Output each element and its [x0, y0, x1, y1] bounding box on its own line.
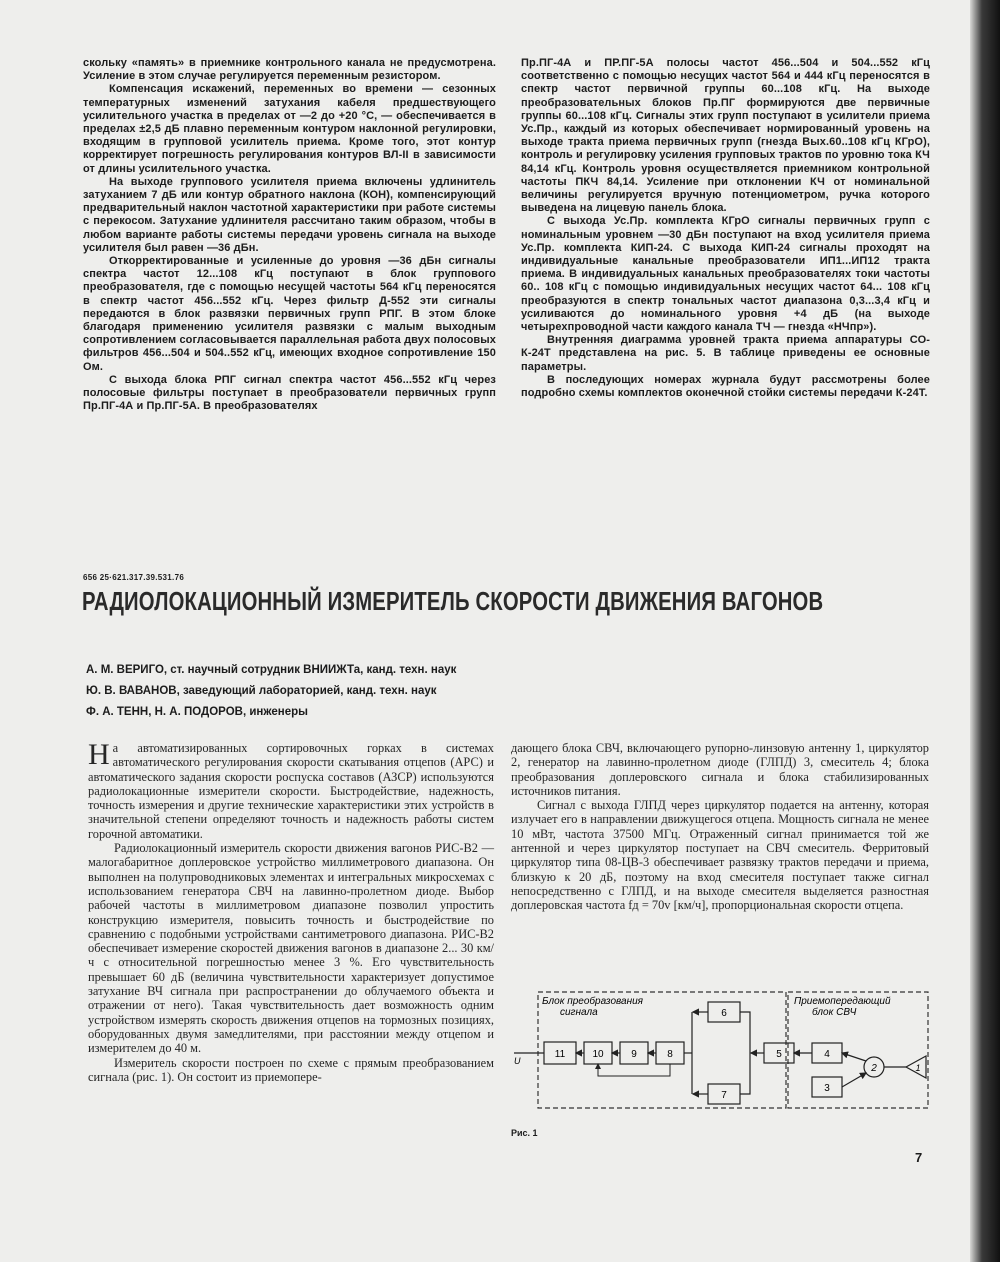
paragraph-text: а автоматизированных сортировочных горках в системах автоматического регулирования скорости скатывания отцепов (АРС) и автоматического задания скорости роспуска составов (АЗСР) используются радиолокационные измерители скорости. Быстродействие, надежность, точность измерения и другие технические характеристики этих устройств в значительной степени определяют точность и надежность работы систем горочной автоматики.	[88, 741, 494, 841]
authors-block	[86, 660, 456, 723]
udc-code: 656 25·621.317.39.531.76	[83, 573, 185, 582]
paragraph: дающего блока СВЧ, включающего рупорно-линзовую антенну 1, циркулятор 2, генератор на лавинно-пролетном диоде (ГЛПД) 3, смеситель 4; блока преобразования доплеровского сигнала и блока стабилизированных источников питания.	[511, 741, 929, 798]
paragraph: С выхода Ус.Пр. комплекта КГрО сигналы первичных групп с номинальным уровнем —30 дБн поступают на вход усилителя приема Ус.Пр. комплекта КИП-24. С выхода КИП-24 сигналы проходят на индивидуальные канальные преобразователи ИП1...ИП12 тракта приема. В индивидуальных канальных преобразователях токи частоты 60.. 108 кГц с помощью индивидуальных несущих частот 64... 108 кГц преобразуются в спектр тональных частот диапазона 0,3...3,4 кГц и усиливаются до номинального уровня +4 дБ (на выходе четырехпроводной части каждого канала ТЧ — гнезда «НЧпр»).	[521, 215, 930, 334]
microwave-block-boundary	[788, 992, 928, 1108]
block-11-label: 11	[554, 1049, 566, 1060]
author-line: А. М. ВЕРИГО, ст. научный сотрудник ВНИИЖТа, канд. техн. наук	[86, 664, 457, 676]
paragraph: На выходе группового усилителя приема включены удлинитель затуханием 7 дБ или контур обратного наклона (КОН), компенсирующий предварительный наклон частотной характеристики при работе системы с перекосом. Затухание удлинителя рассчитано таким образом, чтобы в любом варианте работы системы передачи уровень сигнала на выходе усилителя был равен —36 дБн.	[83, 175, 496, 254]
block-10-label: 10	[592, 1049, 604, 1060]
paragraph: Измеритель скорости построен по схеме с прямым преобразованием сигнала (рис. 1). Он состоит из приемопере-	[88, 1055, 494, 1084]
block-diagram-svg	[512, 990, 932, 1120]
block-5-label: 5	[776, 1049, 782, 1060]
microwave-block-label-2: блок СВЧ	[812, 1007, 857, 1018]
figure-caption: Рис. 1	[511, 1128, 538, 1138]
paragraph: С выхода блока РПГ сигнал спектра частот 456...552 кГц через полосовые фильтры поступает в преобразователи первичных групп Пр.ПГ-4А и Пр.ПГ-5А. В преобразователях	[83, 373, 496, 413]
output-label: U	[514, 1056, 521, 1066]
block-1-label: 1	[915, 1063, 921, 1073]
paragraph: Пр.ПГ-4А и ПР.ПГ-5А полосы частот 456...504 и 504...552 кГц соответственно с помощью несущих частот 564 и 444 кГц переносятся в спектр частот первичной группы 60...108 кГц. На выходе преобразовательных блоков Пр.ПГ формируются две первичные группы 60...108 кГц. Сигналы этих групп поступают в усилители приема Ус.Пр., каждый из которых обеспечивает нормированный уровень на выходе тракта приема первичных групп (гнезда Вых.60..108 кГц КГрО), контроль и регулировку усиления групповых трактов по уровню тока КЧ 84,14 кГц. Контроль уровня осуществляется приемником контрольной частоты ПКЧ 84,14. Усиление при отклонении КЧ от номинальной величины регулируется вручную потенциометром, ручка которого выведена на лицевую панель блока.	[521, 57, 930, 215]
prev-article-right-column	[521, 57, 930, 400]
article-title: РАДИОЛОКАЦИОННЫЙ ИЗМЕРИТЕЛЬ СКОРОСТИ ДВИЖЕНИЯ ВАГОНОВ	[82, 586, 824, 616]
signal-block-label-1: Блок преобразования	[542, 996, 643, 1007]
paragraph: Радиолокационный измеритель скорости движения вагонов РИС-В2 — малогабаритное доплеровское устройство миллиметрового диапазона. Он выполнен на полупроводниковых элементах и интегральных микросхемах с использованием генератора СВЧ на лавинно-пролетном диоде. Выбор рабочей частоты в миллиметровом диапазоне позволил упростить конструкцию измерителя, повысить точность и быстродействие по сравнению с подобными устройствами сантиметрового диапазона. РИС-В2 обеспечивает измерение скоростей движения вагонов в диапазоне 2... 30 км/ч с относительной погрешностью менее 3 %. Его чувствительность превышает 60 дБ (величина чувствительности характеризует допустимое затухание ВЧ сигнала при распространении до облучаемого объекта и отражении от него). Такая чувствительность дает возможность одним устройством измерять скорость движения отцепов на тормозных позициях, оборудованных двумя замедлителями, при расстоянии между отцепом и измерителем до 40 м.	[88, 841, 494, 1056]
prev-article-left-column	[83, 57, 496, 413]
microwave-block-label-1: Приемопередающий	[794, 996, 891, 1007]
author-line: Ю. В. ВАВАНОВ, заведующий лабораторией, канд. техн. наук	[86, 685, 437, 697]
signal-block-label-2: сигнала	[560, 1007, 598, 1018]
block-8-label: 8	[667, 1049, 673, 1060]
paragraph: Внутренняя диаграмма уровней тракта приема аппаратуры СО-К-24Т представлена на рис. 5. В таблице приведены ее основные параметры.	[521, 334, 930, 373]
page-binding-shadow	[970, 0, 1000, 1262]
block-3-label: 3	[824, 1083, 830, 1094]
paragraph: Компенсация искажений, переменных во времени — сезонных температурных изменений затухания кабеля предшествующего усилительного участка в пределах от —2 до +20 °С, — обеспечивается в пределах ±2,5 дБ плавно переменным контуром наклонной регулировки, входящим в групповой усилитель приема. Кроме того, этот контур корректирует погрешность регулирования контуров ВЛ-II в зависимости от длины усилительного участка.	[83, 83, 496, 175]
paragraph: Сигнал с выхода ГЛПД через циркулятор подается на антенну, которая излучает его в направлении движущегося отцепа. Мощность сигнала не менее 10 мВт, частота 37500 МГц. Отраженный сигнал принимается той же антенной и через циркулятор поступает на СВЧ смеситель. Ферритовый циркулятор типа 08-ЦВ-3 обеспечивает развязку трактов передачи и приема, близкую к 20 дБ, поэтому на вход смесителя поступает также сигнал непосредственно с ГЛПД, и на выходе смесителя выделяется разностная доплеровская частота fд = 70v [км/ч], пропорциональная скорости отцепа.	[511, 798, 929, 913]
paragraph: В последующих номерах журнала будут рассмотрены более подробно схемы комплектов оконечной стойки системы передачи К-24Т.	[521, 373, 930, 400]
page-number: 7	[915, 1150, 923, 1165]
paragraph	[88, 738, 494, 841]
author-line: Ф. А. ТЕНН, Н. А. ПОДОРОВ, инженеры	[86, 706, 308, 718]
article-right-column	[511, 741, 929, 913]
block-4-label: 4	[824, 1049, 830, 1060]
block-2-label: 2	[871, 1063, 877, 1074]
block-7-label: 7	[721, 1090, 727, 1101]
paragraph: Откорректированные и усиленные до уровня —36 дБн сигналы спектра частот 12...108 кГц поступают в блок группового преобразователя, где с помощью несущей частоты 564 кГц переносятся в спектр частот 456...552 кГц. Через фильтр Д-552 эти сигналы передаются в блок развязки первичных групп РПГ. В этом блоке благодаря применению усилителя развязки с малым выходным сопротивлением согласовывается параллельная работа двух полосовых фильтров 456...504 и 504..552 кГц, имеющих входное сопротивление 150 Ом.	[83, 255, 496, 373]
article-left-column	[88, 738, 494, 1084]
figure-block-diagram	[512, 990, 932, 1120]
block-6-label: 6	[721, 1008, 727, 1019]
drop-cap: Н	[88, 738, 110, 771]
paragraph: скольку «память» в приемнике контрольного канала не предусмотрена. Усиление в этом случае регулируется переменным резистором.	[83, 57, 496, 83]
block-9-label: 9	[631, 1049, 637, 1060]
